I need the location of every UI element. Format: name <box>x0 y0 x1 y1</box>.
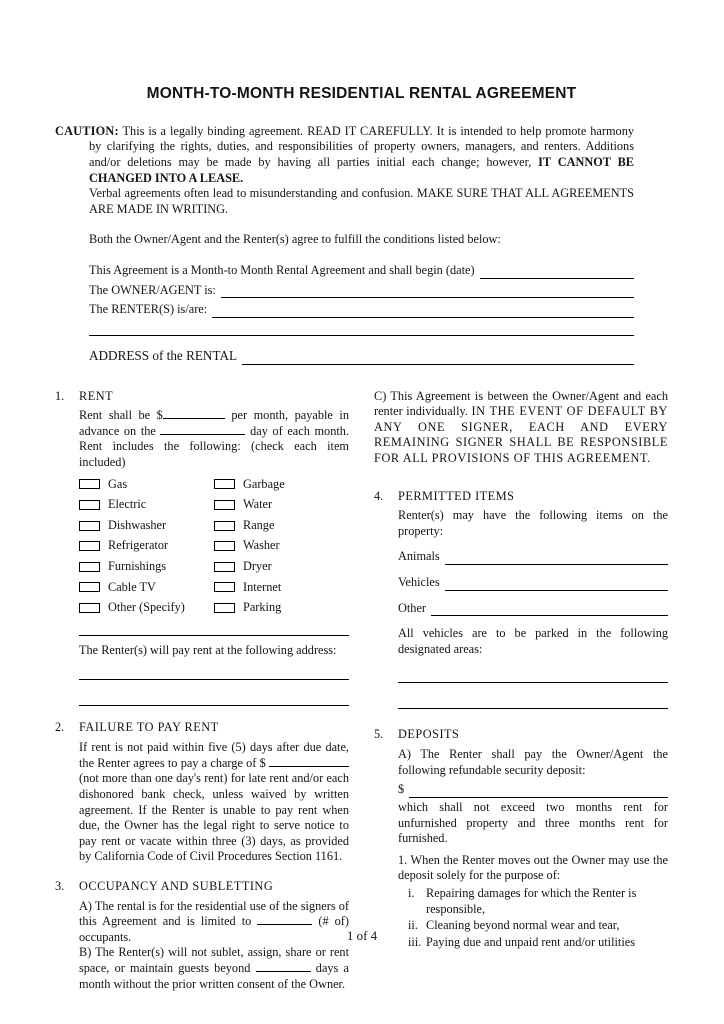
checkbox-row <box>79 477 349 493</box>
section-title: RENT <box>79 388 114 403</box>
checkbox-label: Refrigerator <box>108 538 169 553</box>
vehicles-label: Vehicles <box>398 575 440 590</box>
section-failure-heading <box>55 720 349 736</box>
checkbox-cable-tv[interactable] <box>79 582 100 592</box>
occupants-blank[interactable] <box>257 914 312 925</box>
late-charge-blank[interactable] <box>269 756 349 767</box>
parking-area-line-1[interactable] <box>398 657 668 683</box>
checkbox-cell <box>79 497 214 513</box>
renters-continuation-blank[interactable] <box>89 320 634 336</box>
section-deposits <box>374 727 668 950</box>
right-column <box>374 389 668 993</box>
checkbox-label: Electric <box>108 497 147 512</box>
occupancy-paragraph-b <box>79 945 349 992</box>
section-number: 1. <box>55 388 65 403</box>
clause-c-block <box>374 389 668 467</box>
checkbox-cell <box>214 477 349 493</box>
checkbox-row <box>79 559 349 575</box>
checkbox-other-specify[interactable] <box>79 603 100 613</box>
checkbox-refrigerator[interactable] <box>79 541 100 551</box>
section-rent <box>55 389 349 707</box>
checkbox-electric[interactable] <box>79 500 100 510</box>
checkbox-label: Gas <box>108 476 128 491</box>
animals-label: Animals <box>398 549 440 564</box>
checkbox-label: Dishwasher <box>108 517 167 532</box>
checkbox-cell <box>214 518 349 534</box>
caution-bold-text: IT CANNOT BE CHANGED INTO A LEASE. <box>89 154 635 185</box>
checkbox-label: Cable TV <box>108 579 156 594</box>
list-marker: iii. <box>408 934 422 949</box>
section-number: 3. <box>55 878 65 893</box>
other-label: Other <box>398 600 426 615</box>
checkbox-cell <box>79 477 214 493</box>
occupancy-text-b1: B) The Renter(s) will not sublet, assign, share or rent space, or maintain guests beyond <box>79 945 349 975</box>
checkbox-cell <box>79 600 214 616</box>
checkbox-washer[interactable] <box>214 541 235 551</box>
list-marker: i. <box>408 885 415 900</box>
checkbox-dishwasher[interactable] <box>79 521 100 531</box>
checkbox-cell <box>214 559 349 575</box>
owner-agent-label: The OWNER/AGENT is: <box>89 282 216 297</box>
list-text: Paying due and unpaid rent and/or utilities <box>426 934 636 949</box>
rent-text-2: per month, payable in advance on the <box>79 408 349 438</box>
list-text: Repairing damages for which the Renter is responsible, <box>426 885 637 916</box>
renters-label: The RENTER(S) is/are: <box>89 302 208 317</box>
checkbox-label: Furnishings <box>108 559 167 574</box>
included-items-checklist <box>79 477 349 616</box>
checkbox-label: Garbage <box>243 476 285 491</box>
two-column-body <box>55 389 668 993</box>
rent-text-3: day of each month. Rent includes the following: (check each item included) <box>79 423 349 469</box>
rental-address-line <box>89 348 634 365</box>
checkbox-furnishings[interactable] <box>79 562 100 572</box>
rent-text-1: Rent shall be $ <box>79 408 163 423</box>
rent-day-blank[interactable] <box>160 424 245 435</box>
rental-address-blank[interactable] <box>242 351 634 365</box>
checkbox-label: Internet <box>243 579 282 594</box>
section-title: PERMITTED ITEMS <box>398 488 515 503</box>
guest-days-blank[interactable] <box>256 961 311 972</box>
document-content <box>55 84 668 992</box>
checkbox-garbage[interactable] <box>214 479 235 489</box>
parking-area-line-2[interactable] <box>398 683 668 709</box>
checkbox-row <box>79 538 349 554</box>
agreement-fill-lines <box>89 263 634 365</box>
occupancy-text-a2: (# of) occupants. <box>79 914 349 944</box>
checkbox-label: Washer <box>243 538 280 553</box>
checkbox-cell <box>79 580 214 596</box>
section-occupancy-body <box>79 899 349 993</box>
section-permitted-items <box>374 489 668 710</box>
failure-text-2: (not more than one day's rent) for late rent and/or each dishonored bank check, unless waived by written agreement. If the Renter is unable to pay rent when due, the Owner has the legal right to serve notice to pay rent or vacate within three (3) days, as provided by California Code of Civil Procedures Section 1161. <box>79 771 349 864</box>
list-marker: ii. <box>408 918 418 933</box>
checkbox-cell <box>214 600 349 616</box>
agreement-intro-line: Both the Owner/Agent and the Renter(s) agree to fulfill the conditions listed below: <box>89 232 501 247</box>
parking-areas-text: All vehicles are to be parked in the following designated areas: <box>398 626 668 656</box>
begin-date-blank[interactable] <box>480 265 634 279</box>
left-column <box>55 389 349 993</box>
checkbox-cell <box>79 518 214 534</box>
caution-text: This is a legally binding agreement. READ IT CAREFULLY. It is intended to help promote harmony by clarifying the rights, duties, and responsibilities of property owners, managers, and renters. Additions and/or deletions may be made by having all parties initial each change; however, <box>89 123 634 169</box>
clause-c-caps-text: IN THE EVENT OF DEFAULT BY ANY ONE SIGNER, EACH AND EVERY REMAINING SIGNER SHALL BE RESPONSIBLE FOR ALL PROVISIONS OF THIS AGREEMENT. <box>374 404 669 465</box>
animals-line <box>398 549 668 565</box>
checkbox-row <box>79 600 349 616</box>
checkbox-dryer[interactable] <box>214 562 235 572</box>
checkbox-parking[interactable] <box>214 603 235 613</box>
section-number: 5. <box>374 727 384 742</box>
checkbox-range[interactable] <box>214 521 235 531</box>
checkbox-cell <box>214 497 349 513</box>
other-specify-blank[interactable] <box>79 626 349 636</box>
owner-agent-line <box>89 283 634 299</box>
deposit-purpose-item <box>408 886 668 917</box>
checkbox-label: Other (Specify) <box>108 600 185 615</box>
intro-block <box>55 124 634 365</box>
list-text: Cleaning beyond normal wear and tear, <box>426 918 620 933</box>
checkbox-internet[interactable] <box>214 582 235 592</box>
rental-address-label: ADDRESS of the RENTAL <box>89 347 238 363</box>
deposits-paragraph-c: 1. When the Renter moves out the Owner may use the deposit solely for the purpose of: <box>398 852 668 883</box>
caution-paragraph-1 <box>55 123 635 186</box>
section-title: OCCUPANCY AND SUBLETTING <box>79 878 274 893</box>
caution-paragraph-2: Verbal agreements often lead to misunderstanding and confusion. MAKE SURE THAT ALL AGREEMENTS ARE MADE IN WRITING. <box>89 186 634 216</box>
clause-c-paragraph <box>374 389 668 467</box>
pay-address-line-2[interactable] <box>79 680 349 706</box>
section-deposits-body <box>398 747 668 950</box>
checkbox-water[interactable] <box>214 500 235 510</box>
section-rent-body <box>79 408 349 706</box>
begin-date-line <box>89 263 634 279</box>
pay-address-line-1[interactable] <box>79 658 349 680</box>
checkbox-row <box>79 518 349 534</box>
page-title: MONTH-TO-MONTH RESIDENTIAL RENTAL AGREEMENT <box>146 85 577 102</box>
section-permitted-heading <box>374 489 668 505</box>
renters-blank[interactable] <box>212 304 634 318</box>
caution-block <box>55 124 634 365</box>
failure-paragraph <box>79 740 349 865</box>
section-number: 4. <box>374 488 384 503</box>
deposits-paragraph-b: which shall not exceed two months rent for unfurnished property and three months rent for furnished. <box>398 799 668 846</box>
section-permitted-body <box>398 508 668 709</box>
rent-paragraph <box>79 408 349 470</box>
checkbox-cell <box>79 538 214 554</box>
pay-address-text: The Renter(s) will pay rent at the following address: <box>79 642 337 657</box>
section-occupancy-heading <box>55 879 349 895</box>
rent-amount-blank[interactable] <box>163 408 225 419</box>
deposits-paragraph-a: A) The Renter shall pay the Owner/Agent the following refundable security deposit: <box>398 747 668 777</box>
failure-text-1: If rent is not paid within five (5) days after due date, the Renter agrees to pay a charge of $ <box>79 740 349 770</box>
checkbox-cell <box>214 580 349 596</box>
section-failure-to-pay <box>55 720 349 864</box>
checkbox-cell <box>214 538 349 554</box>
checkbox-cell <box>79 559 214 575</box>
vehicles-line <box>398 575 668 591</box>
deposit-amount-line <box>398 782 668 798</box>
section-deposits-heading <box>374 727 668 743</box>
occupancy-text-a1: A) The rental is for the residential use of the signers of this Agreement and is limited to <box>79 898 349 929</box>
checkbox-label: Water <box>243 497 273 512</box>
checkbox-label: Parking <box>243 600 282 615</box>
dollar-sign: $ <box>398 782 405 797</box>
section-title: DEPOSITS <box>398 727 460 742</box>
section-rent-heading <box>55 389 349 405</box>
caution-label: CAUTION: <box>55 123 119 138</box>
checkbox-row <box>79 580 349 596</box>
other-blank[interactable] <box>431 603 668 616</box>
deposit-amount-blank[interactable] <box>409 785 668 798</box>
checkbox-row <box>79 497 349 513</box>
other-line <box>398 601 668 617</box>
section-number: 2. <box>55 720 65 735</box>
renters-line <box>89 302 634 318</box>
checkbox-label: Dryer <box>243 559 272 574</box>
section-title: FAILURE TO PAY RENT <box>79 720 219 735</box>
animals-blank[interactable] <box>445 552 668 565</box>
page-number: 1 of 4 <box>346 928 378 943</box>
checkbox-gas[interactable] <box>79 479 100 489</box>
section-failure-body <box>79 740 349 865</box>
begin-date-label: This Agreement is a Month-to Month Rental Agreement and shall begin (date) <box>89 262 475 277</box>
occupancy-text-b2: days a month without the prior written consent of the Owner. <box>79 960 349 991</box>
clause-c-text: C) This Agreement is between the Owner/Agent and each renter individually. <box>374 388 668 419</box>
permitted-intro-text: Renter(s) may have the following items on the property: <box>398 508 668 538</box>
owner-agent-blank[interactable] <box>221 284 634 298</box>
vehicles-blank[interactable] <box>445 578 668 591</box>
checkbox-label: Range <box>243 517 275 532</box>
